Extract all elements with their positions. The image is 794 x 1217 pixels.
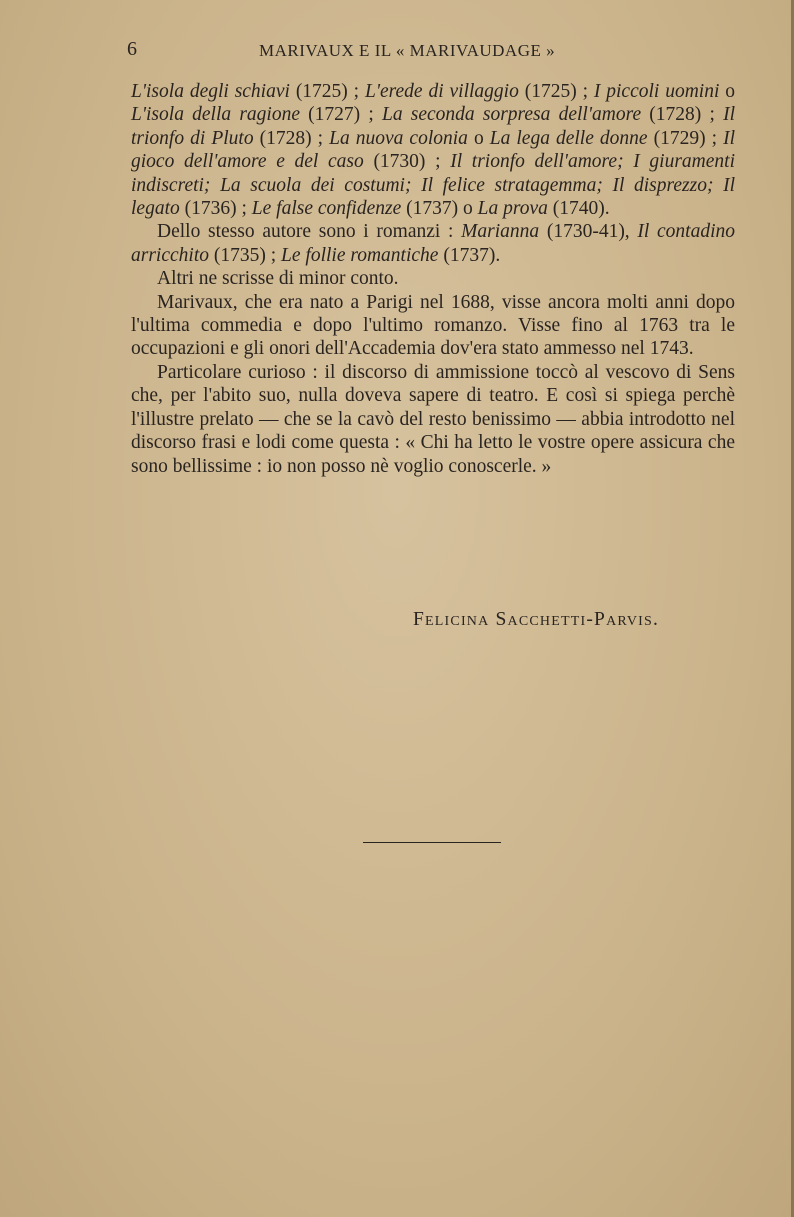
paragraph-works-list bbox=[131, 80, 735, 220]
text-run: (1737) o bbox=[401, 198, 478, 220]
text-run: (1728) ; bbox=[253, 127, 330, 149]
author-signature: Felicina Sacchetti-Parvis. bbox=[413, 609, 660, 630]
page-header bbox=[127, 38, 737, 66]
work-title: L'isola della ragione bbox=[131, 104, 300, 126]
paragraph-anecdote: Particolare curioso : il discorso di ammissione toccò al vescovo di Sens che, per l'abito suo, nulla doveva sapere di teatro. E così si spiega perchè l'illustre prelato — che se la cavò del resto benissimo — abbia introdotto nel discorso frasi e lodi come questa : « Chi ha letto le vostre opere assicura che sono bellissime : io non posso nè voglio conoscerle. » bbox=[131, 361, 735, 477]
text-run: o bbox=[719, 81, 736, 102]
paragraph-novels bbox=[131, 220, 735, 267]
text-run: (1737). bbox=[438, 244, 501, 266]
work-title: Il trionfo di Pluto bbox=[131, 104, 736, 149]
text-run: (1725) ; bbox=[518, 81, 594, 102]
text-run: (1735) ; bbox=[209, 244, 282, 266]
work-title: I piccoli uomini bbox=[593, 81, 720, 102]
work-title: La seconda sorpresa dell'amore bbox=[381, 104, 642, 126]
text-run: (1728) ; bbox=[641, 104, 724, 126]
work-title: Il trionfo dell'amore; I giuramenti indiscreti; La scuola dei costumi; Il felice stratagemma; Il disprezzo; Il legato bbox=[131, 151, 735, 220]
paragraph-other: Altri ne scrisse di minor conto. bbox=[157, 268, 399, 290]
text-run: o bbox=[467, 127, 490, 149]
work-title: La lega delle donne bbox=[489, 127, 648, 149]
paragraph-life: Marivaux, che era nato a Parigi nel 1688, visse ancora molti anni dopo l'ultima commedia e dopo l'ultimo romanzo. Visse fino al 1763 tra le occupazioni e gli onori dell'Accademia dov'era stato ammesso nel 1743. bbox=[131, 291, 735, 360]
work-title: Marianna bbox=[461, 221, 540, 243]
text-run: (1727) ; bbox=[299, 104, 382, 126]
running-title: MARIVAUX E IL « MARIVAUDAGE » bbox=[259, 41, 556, 60]
work-title: Le false confidenze bbox=[251, 198, 402, 220]
work-title: Il gioco dell'amore e del caso bbox=[131, 127, 735, 173]
work-title: La prova bbox=[477, 198, 548, 220]
text-run: (1730-41), bbox=[539, 221, 638, 243]
section-divider bbox=[363, 842, 501, 843]
body-text bbox=[131, 80, 735, 478]
text-run: (1736) ; bbox=[179, 198, 252, 220]
work-title: Le follie romantiche bbox=[281, 244, 439, 266]
text-run: (1725) ; bbox=[289, 81, 365, 102]
work-title: L'erede di villaggio bbox=[364, 81, 519, 102]
work-title: L'isola degli schiavi bbox=[131, 81, 290, 102]
text-run: (1740). bbox=[547, 198, 610, 220]
text-run: (1730) ; bbox=[363, 151, 451, 173]
text-run: (1729) ; bbox=[647, 127, 724, 149]
text-run: Dello stesso autore sono i romanzi : bbox=[157, 221, 462, 243]
work-title: Il contadino arricchito bbox=[131, 221, 735, 266]
page-number: 6 bbox=[127, 38, 138, 60]
work-title: La nuova colonia bbox=[329, 127, 468, 149]
